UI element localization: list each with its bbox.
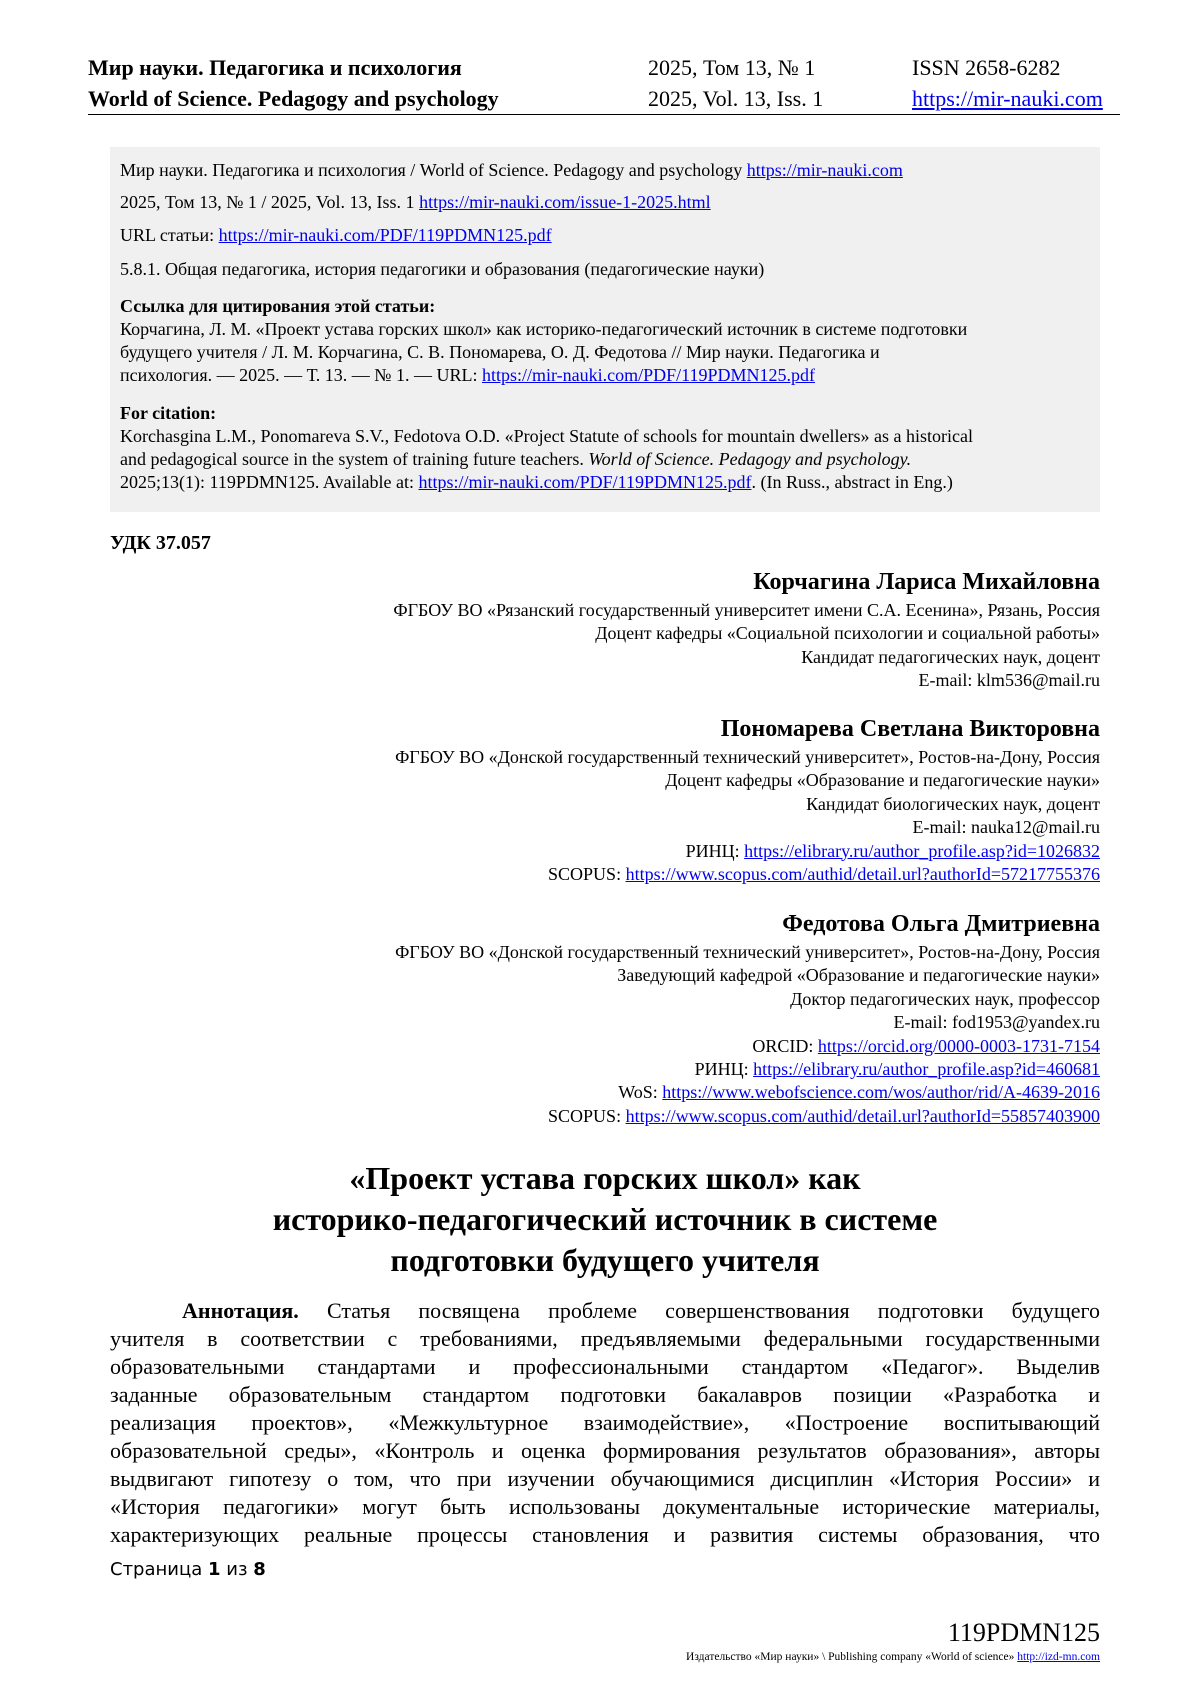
- author-position: Доцент кафедры «Социальной психологии и социальной работы»: [595, 623, 1100, 644]
- abstract-line: характеризующих реальные процессы становления и развития системы образования, что: [110, 1522, 1100, 1547]
- cite-en-line-3: [120, 471, 1095, 494]
- author-affiliation: ФГБОУ ВО «Донской государственный технический университет», Ростов-на-Дону, Россия: [395, 942, 1100, 962]
- rinc-label: РИНЦ:: [694, 1059, 749, 1080]
- publisher-link[interactable]: http://izd-mn.com: [1017, 1651, 1100, 1663]
- journal-site-link[interactable]: https://mir-nauki.com: [912, 86, 1103, 111]
- cite-en-line-3-tail: . (In Russ., abstract in Eng.): [751, 472, 953, 492]
- scopus-link[interactable]: https://www.scopus.com/authid/detail.url?authorId=55857403900: [625, 1105, 1100, 1126]
- abstract-line: [110, 1297, 1100, 1325]
- rinc-link[interactable]: https://elibrary.ru/author_profile.asp?id=460681: [753, 1059, 1100, 1080]
- author-degree: Доктор педагогических наук, профессор: [790, 988, 1100, 1009]
- journal-url-link[interactable]: https://mir-nauki.com: [746, 160, 903, 180]
- cite-ru-line-1: Корчагина, Л. М. «Проект устава горских школ» как историко-педагогический источник в системе подготовки: [120, 319, 968, 339]
- author-affiliation: ФГБОУ ВО «Донской государственный технический университет», Ростов-на-Дону, Россия: [395, 747, 1100, 767]
- author-email: E-mail: nauka12@mail.ru: [912, 817, 1100, 838]
- wos-link[interactable]: https://www.webofscience.com/wos/author/rid/A-4639-2016: [662, 1082, 1100, 1103]
- page-number: [110, 1558, 266, 1582]
- author-rinc-line: [395, 840, 1100, 863]
- author-affiliation: ФГБОУ ВО «Рязанский государственный университет имени С.А. Есенина», Рязань, Россия: [393, 600, 1100, 620]
- cite-ru-line-3: [120, 364, 1095, 387]
- author-name: Корчагина Лариса Михайловна: [753, 569, 1100, 595]
- article-url-label: URL статьи:: [120, 225, 215, 245]
- orcid-link[interactable]: https://orcid.org/0000-0003-1731-7154: [817, 1035, 1100, 1056]
- author-name: Федотова Ольга Дмитриевна: [782, 911, 1100, 937]
- issue-ru: 2025, Том 13, № 1: [648, 55, 816, 80]
- author-email: E-mail: fod1953@yandex.ru: [893, 1012, 1100, 1033]
- issn-block: [912, 52, 1103, 114]
- issue-line: [120, 191, 1095, 214]
- scopus-link[interactable]: https://www.scopus.com/authid/detail.url?authorId=57217755376: [625, 864, 1100, 885]
- article-title: [110, 1158, 1100, 1281]
- abstract: [110, 1297, 1100, 1549]
- cite-ru-line-3-text: психология. — 2025. — Т. 13. — № 1. — URL:: [120, 365, 478, 385]
- author-rinc-line: [395, 1058, 1100, 1081]
- page-middle: из: [226, 1559, 248, 1580]
- abstract-line-text: Статья посвящена проблеме совершенствования подготовки будущего: [326, 1298, 1101, 1323]
- cite-en-line-3-text: 2025;13(1): 119PDMN125. Available at:: [120, 472, 414, 492]
- publisher-text: Издательство «Мир науки» \ Publishing company «World of science»: [686, 1651, 1015, 1663]
- abstract-line: выдвигают гипотезу о том, что при изучении обучающимися дисциплин «История России» и: [110, 1466, 1100, 1491]
- orcid-label: ORCID:: [752, 1035, 814, 1056]
- cite-en-line-2: [120, 448, 1095, 471]
- cite-ru-line-2: будущего учителя / Л. М. Корчагина, С. В. Пономарева, О. Д. Федотова // Мир науки. Педагогика и: [120, 342, 880, 362]
- abstract-line: заданные образовательным стандартом подготовки бакалавров позиции «Разработка и: [110, 1382, 1100, 1407]
- cite-ru-heading: Ссылка для цитирования этой статьи:: [120, 296, 436, 316]
- cite-en-line-2-text: and pedagogical source in the system of training future teachers.: [120, 449, 584, 469]
- author-scopus-line: [395, 863, 1100, 886]
- abstract-line: реализация проектов», «Межкультурное взаимодействие», «Построение воспитывающий: [110, 1410, 1100, 1435]
- abstract-label: Аннотация.: [182, 1298, 299, 1323]
- cite-en-line-1: Korchasgina L.M., Ponomareva S.V., Fedotova O.D. «Project Statute of schools for mountain dwellers» as a historical: [120, 426, 974, 446]
- abstract-line: образовательными стандартами и профессиональными стандартом «Педагог». Выделив: [110, 1354, 1100, 1379]
- author-block-1: [393, 565, 1100, 693]
- article-url-link[interactable]: https://mir-nauki.com/PDF/119PDMN125.pdf: [218, 225, 552, 245]
- scopus-label: SCOPUS:: [548, 864, 622, 885]
- journal-line: [120, 159, 1095, 182]
- journal-title-ru: Мир науки. Педагогика и психология: [88, 55, 462, 80]
- title-line-1: «Проект устава горских школ» как: [349, 1160, 861, 1196]
- title-line-2: историко-педагогический источник в системе: [272, 1201, 938, 1237]
- udk-code: УДК 37.057: [110, 532, 211, 554]
- author-wos-line: [395, 1081, 1100, 1104]
- title-line-3: подготовки будущего учителя: [390, 1242, 820, 1278]
- journal-title-block: [88, 52, 499, 114]
- page-current: 1: [208, 1559, 221, 1580]
- rinc-link[interactable]: https://elibrary.ru/author_profile.asp?id=1026832: [744, 840, 1100, 861]
- author-block-2: [395, 712, 1100, 886]
- author-block-3: [395, 907, 1100, 1128]
- cite-en-heading: For citation:: [120, 403, 217, 423]
- abstract-line: образовательной среды», «Контроль и оценка формирования результатов образования», авторы: [110, 1438, 1100, 1463]
- cite-en-url-link[interactable]: https://mir-nauki.com/PDF/119PDMN125.pdf: [418, 472, 752, 492]
- issn: ISSN 2658-6282: [912, 55, 1061, 80]
- author-name: Пономарева Светлана Викторовна: [720, 716, 1100, 742]
- issue-line-text: 2025, Том 13, № 1 / 2025, Vol. 13, Iss. 1: [120, 192, 415, 212]
- running-header: [88, 52, 1120, 115]
- citation-info-box: [110, 147, 1100, 512]
- author-degree: Кандидат педагогических наук, доцент: [801, 646, 1100, 667]
- cite-en-journal-italic: World of Science. Pedagogy and psychology.: [588, 449, 912, 469]
- cite-ru-url-link[interactable]: https://mir-nauki.com/PDF/119PDMN125.pdf: [481, 365, 815, 385]
- journal-title-en: World of Science. Pedagogy and psychology: [88, 86, 499, 111]
- author-position: Доцент кафедры «Образование и педагогические науки»: [665, 770, 1100, 791]
- rinc-label: РИНЦ:: [685, 840, 740, 861]
- issue-url-link[interactable]: https://mir-nauki.com/issue-1-2025.html: [419, 192, 711, 212]
- author-email: E-mail: klm536@mail.ru: [918, 670, 1100, 691]
- journal-line-text: Мир науки. Педагогика и психология / World of Science. Pedagogy and psychology: [120, 160, 743, 180]
- scopus-label: SCOPUS:: [548, 1105, 622, 1126]
- author-scopus-line: [395, 1105, 1100, 1128]
- wos-label: WoS:: [618, 1082, 658, 1103]
- abstract-line: учителя в соответствии с требованиями, предъявляемыми федеральными государственными: [110, 1326, 1100, 1351]
- article-code: 119PDMN125: [947, 1618, 1100, 1647]
- author-degree: Кандидат биологических наук, доцент: [806, 793, 1100, 814]
- specialty-line: 5.8.1. Общая педагогика, история педагогики и образования (педагогические науки): [120, 259, 765, 279]
- publisher-line: [686, 1649, 1100, 1665]
- issue-en: 2025, Vol. 13, Iss. 1: [648, 86, 824, 111]
- abstract-line: «История педагогики» могут быть использованы документальные исторические материалы,: [110, 1494, 1100, 1519]
- author-position: Заведующий кафедрой «Образование и педагогические науки»: [617, 965, 1100, 986]
- page-prefix: Страница: [110, 1559, 203, 1580]
- author-orcid-line: [395, 1035, 1100, 1058]
- article-url-line: [120, 224, 1095, 247]
- page-total: 8: [253, 1559, 266, 1580]
- issue-block: [648, 52, 823, 114]
